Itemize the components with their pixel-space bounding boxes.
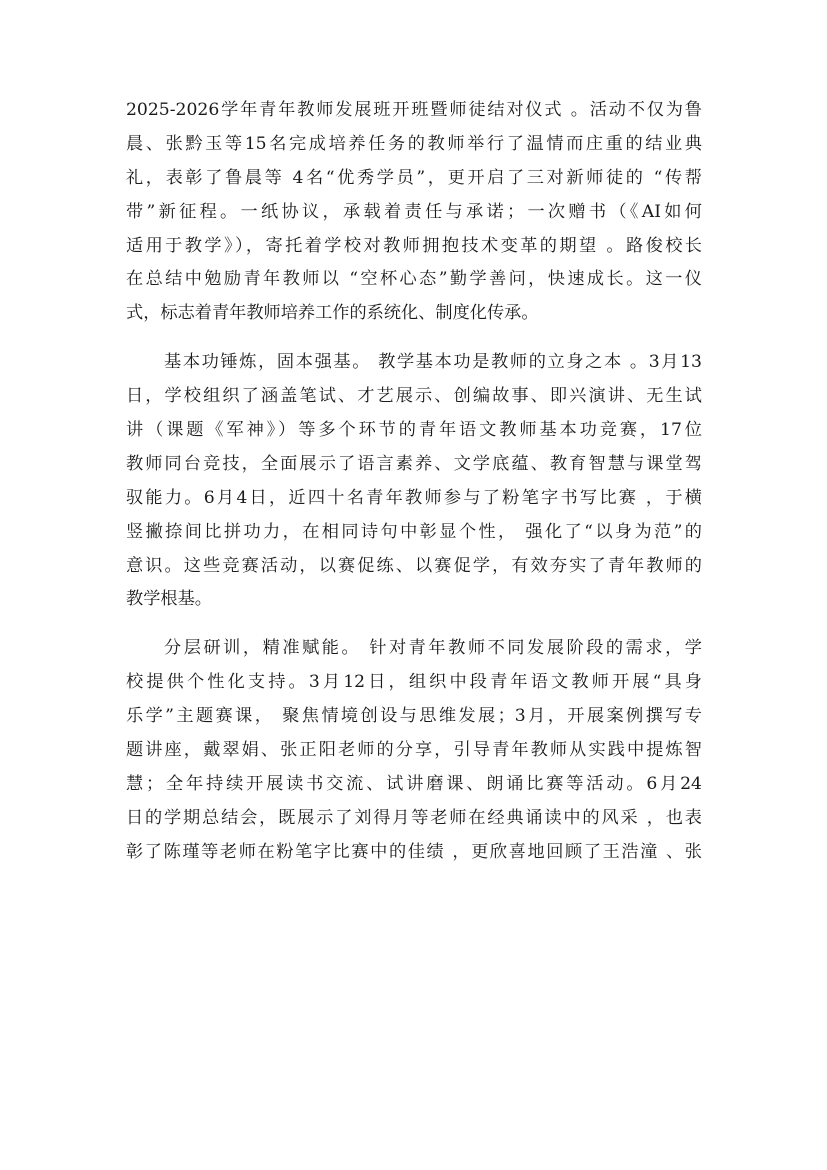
paragraph-spacer: [126, 617, 702, 632]
paragraph-line: 基本功锤炼，固本强基。 教学基本功是教师的立身之本 。3月13: [164, 352, 702, 373]
paragraph-line: 礼，表彰了鲁晨等 4名“优秀学员”，更开启了三对新师徒的 “传帮: [126, 167, 702, 188]
paragraph-line: 2025-2026学年青年教师发展班开班暨师徒结对仪式 。活动不仅为鲁: [126, 100, 702, 120]
paragraph-line: 慧；全年持续开展读书交流、试讲磨课、朗诵比赛等活动。6月24: [126, 773, 702, 794]
paragraph-line: 教学根基。: [126, 589, 212, 610]
paragraph-line: 分层研训，精准赋能。 针对青年教师不同发展阶段的需求，学: [164, 638, 702, 659]
paragraph-line: 日，学校组织了涵盖笔试、才艺展示、创编故事、即兴演讲、无生试: [126, 386, 702, 407]
paragraph-line: 意识。这些竞赛活动，以赛促练、以赛促学，有效夯实了青年教师的: [126, 555, 702, 576]
paragraph-line: 在总结中勉励青年教师以 “空杯心态”勤学善问，快速成长。这一仪: [126, 269, 702, 290]
paragraph-line: 适用于教学》），寄托着学校对教师拥抱技术变革的期望 。路俊校长: [126, 235, 702, 256]
paragraph-line: 校提供个性化支持。3月12日，组织中段青年语文教师开展“具身: [126, 672, 702, 693]
paragraph-line: 题讲座，戴翠娟、张正阳老师的分享，引导青年教师从实践中提炼智: [126, 740, 702, 761]
paragraph-intro: [126, 94, 702, 331]
paragraph-tiered-training: [126, 632, 702, 869]
paragraph-basic-skills: [126, 346, 702, 617]
paragraph-line: 带”新征程。一纸协议，承载着责任与承诺；一次赠书（《AI如何: [126, 201, 702, 222]
document-body: [126, 94, 702, 870]
paragraph-spacer: [126, 331, 702, 346]
paragraph-line: 晨、张黔玉等15名完成培养任务的教师举行了温情而庄重的结业典: [126, 133, 702, 154]
paragraph-line: 讲（课题《军神》）等多个环节的青年语文教师基本功竞赛，17位: [126, 420, 702, 441]
paragraph-line: 乐学”主题赛课， 聚焦情境创设与思维发展；3月，开展案例撰写专: [126, 706, 702, 727]
paragraph-line: 竖撇捺间比拼功力，在相同诗句中彰显个性， 强化了“以身为范”的: [126, 521, 702, 542]
paragraph-line: 式，标志着青年教师培养工作的系统化、制度化传承。: [126, 303, 539, 324]
paragraph-line: 驭能力。6月4日，近四十名青年教师参与了粉笔字书写比赛 ，于横: [126, 487, 702, 508]
paragraph-line: 教师同台竞技，全面展示了语言素养、文学底蕴、教育智慧与课堂驾: [126, 453, 702, 474]
paragraph-line: 日的学期总结会，既展示了刘得月等老师在经典诵读中的风采 ，也表: [126, 807, 702, 828]
paragraph-line: 彰了陈瑾等老师在粉笔字比赛中的佳绩 ，更欣喜地回顾了王浩潼 、张: [126, 841, 702, 862]
